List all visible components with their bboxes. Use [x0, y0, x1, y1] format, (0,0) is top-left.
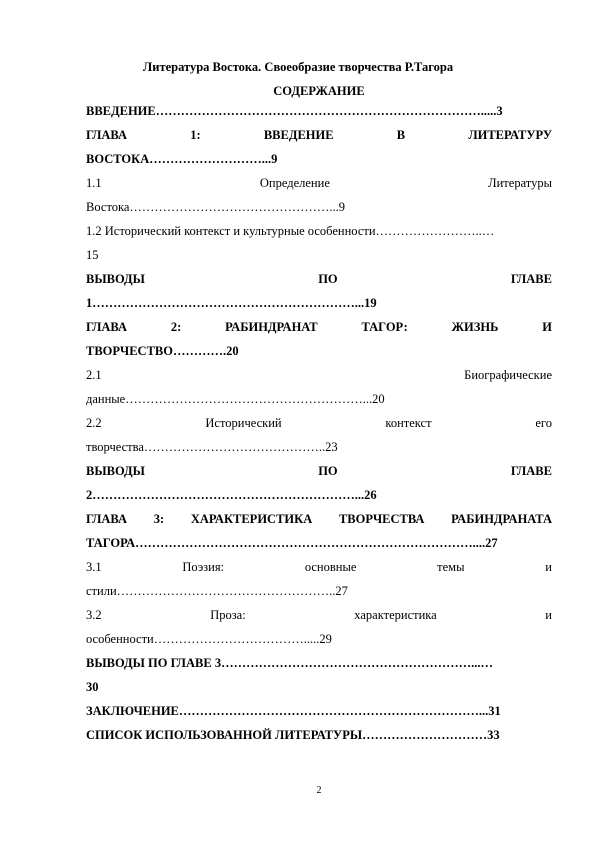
- toc-word: 1:: [190, 128, 201, 142]
- toc-word: ЖИЗНЬ: [451, 320, 499, 334]
- toc-word: ВВЕДЕНИЕ: [263, 128, 334, 142]
- toc-word: ВЫВОДЫ: [86, 464, 145, 478]
- toc-entry-section-2-1[interactable]: [86, 363, 552, 387]
- toc-word: ГЛАВЕ: [510, 272, 552, 286]
- toc-word: и: [545, 560, 552, 574]
- toc-word: И: [542, 320, 552, 334]
- toc-entry-section-1-2[interactable]: 1.2 Исторический контекст и культурные особенности……………………..…: [86, 224, 495, 238]
- toc-word: Проза:: [210, 608, 246, 622]
- toc-word: 2.1: [86, 368, 102, 382]
- toc-word: характеристика: [354, 608, 437, 622]
- toc-entry-summary-2-cont[interactable]: 2………………………………………………………...26: [86, 488, 377, 502]
- toc-word: Исторический: [205, 416, 282, 430]
- toc-word: ТВОРЧЕСТВА: [338, 512, 425, 526]
- toc-entry-section-1-1[interactable]: [86, 171, 552, 195]
- toc-entry-section-1-2-cont[interactable]: 15: [86, 248, 99, 262]
- toc-word: его: [535, 416, 552, 430]
- toc-word: 3:: [153, 512, 165, 526]
- toc-word: темы: [437, 560, 465, 574]
- toc-word: РАБИНДРАНАТА: [451, 512, 552, 526]
- toc-word: 3.2: [86, 608, 102, 622]
- toc-entry-conclusion[interactable]: ЗАКЛЮЧЕНИЕ………………………………………………………………...31: [86, 704, 501, 718]
- toc-word: ВЫВОДЫ: [86, 272, 145, 286]
- toc-word: ГЛАВА: [86, 512, 127, 526]
- toc-entry-section-3-2[interactable]: [86, 603, 552, 627]
- toc-word: ПО: [318, 464, 338, 478]
- toc-entry-references[interactable]: СПИСОК ИСПОЛЬЗОВАННОЙ ЛИТЕРАТУРЫ…………………………33: [86, 728, 500, 742]
- toc-word: ЛИТЕРАТУРУ: [468, 128, 552, 142]
- toc-word: РАБИНДРАНАТ: [225, 320, 318, 334]
- toc-entry-section-2-2-cont[interactable]: творчества……………………………………..23: [86, 440, 338, 454]
- toc-word: 2:: [170, 320, 182, 334]
- toc-word: 2.2: [86, 416, 102, 430]
- toc-word: ГЛАВЕ: [510, 464, 552, 478]
- toc-word: Литературы: [488, 176, 552, 190]
- toc-entry-section-3-1-cont[interactable]: стили……………………………………………..27: [86, 584, 348, 598]
- toc-entry-summary-1[interactable]: [86, 267, 552, 291]
- toc-word: ПО: [318, 272, 338, 286]
- toc-word: ХАРАКТЕРИСТИКА: [190, 512, 313, 526]
- toc-entry-section-2-2[interactable]: [86, 411, 552, 435]
- toc-entry-section-3-2-cont[interactable]: особенности……………………………….....29: [86, 632, 332, 646]
- page-number: 2: [316, 785, 322, 796]
- toc-entry-section-1-1-cont[interactable]: Востока…………………………………………...9: [86, 200, 346, 214]
- toc-entry-chapter-2[interactable]: [86, 315, 552, 339]
- toc-entry-summary-2[interactable]: [86, 459, 552, 483]
- table-of-contents: [86, 99, 552, 747]
- toc-entry-introduction[interactable]: ВВЕДЕНИЕ…………………………………………………………………….....3: [86, 104, 503, 118]
- toc-entry-chapter-2-cont[interactable]: ТВОРЧЕСТВО………….20: [86, 344, 239, 358]
- toc-entry-section-3-1[interactable]: [86, 555, 552, 579]
- toc-word: В: [396, 128, 406, 142]
- toc-entry-chapter-3[interactable]: [86, 507, 552, 531]
- toc-word: ГЛАВА: [86, 320, 127, 334]
- toc-word: контекст: [385, 416, 432, 430]
- toc-entry-summary-1-cont[interactable]: 1………………………………………………………...19: [86, 296, 377, 310]
- toc-word: и: [545, 608, 552, 622]
- toc-entry-chapter-1-cont[interactable]: ВОСТОКА………………………...9: [86, 152, 278, 166]
- toc-word: Определение: [259, 176, 330, 190]
- toc-word: ТАГОР:: [361, 320, 408, 334]
- toc-word: основные: [304, 560, 357, 574]
- toc-word: 1.1: [86, 176, 102, 190]
- toc-entry-chapter-1[interactable]: [86, 123, 552, 147]
- toc-entry-summary-3-cont[interactable]: 30: [86, 680, 99, 694]
- toc-word: Биографические: [464, 368, 552, 382]
- toc-word: Поэзия:: [182, 560, 225, 574]
- page-title: Литература Востока. Своеобразие творчества Р.Тагора: [142, 60, 454, 74]
- toc-entry-chapter-3-cont[interactable]: ТАГОРА………………………………………………………………………....27: [86, 536, 498, 550]
- toc-entry-summary-3[interactable]: ВЫВОДЫ ПО ГЛАВЕ 3……………………………………………………...…: [86, 656, 493, 670]
- toc-entry-section-2-1-cont[interactable]: данные…………………………………………………...20: [86, 392, 385, 406]
- toc-word: 3.1: [86, 560, 102, 574]
- toc-title: СОДЕРЖАНИЕ: [273, 84, 365, 98]
- toc-word: ГЛАВА: [86, 128, 127, 142]
